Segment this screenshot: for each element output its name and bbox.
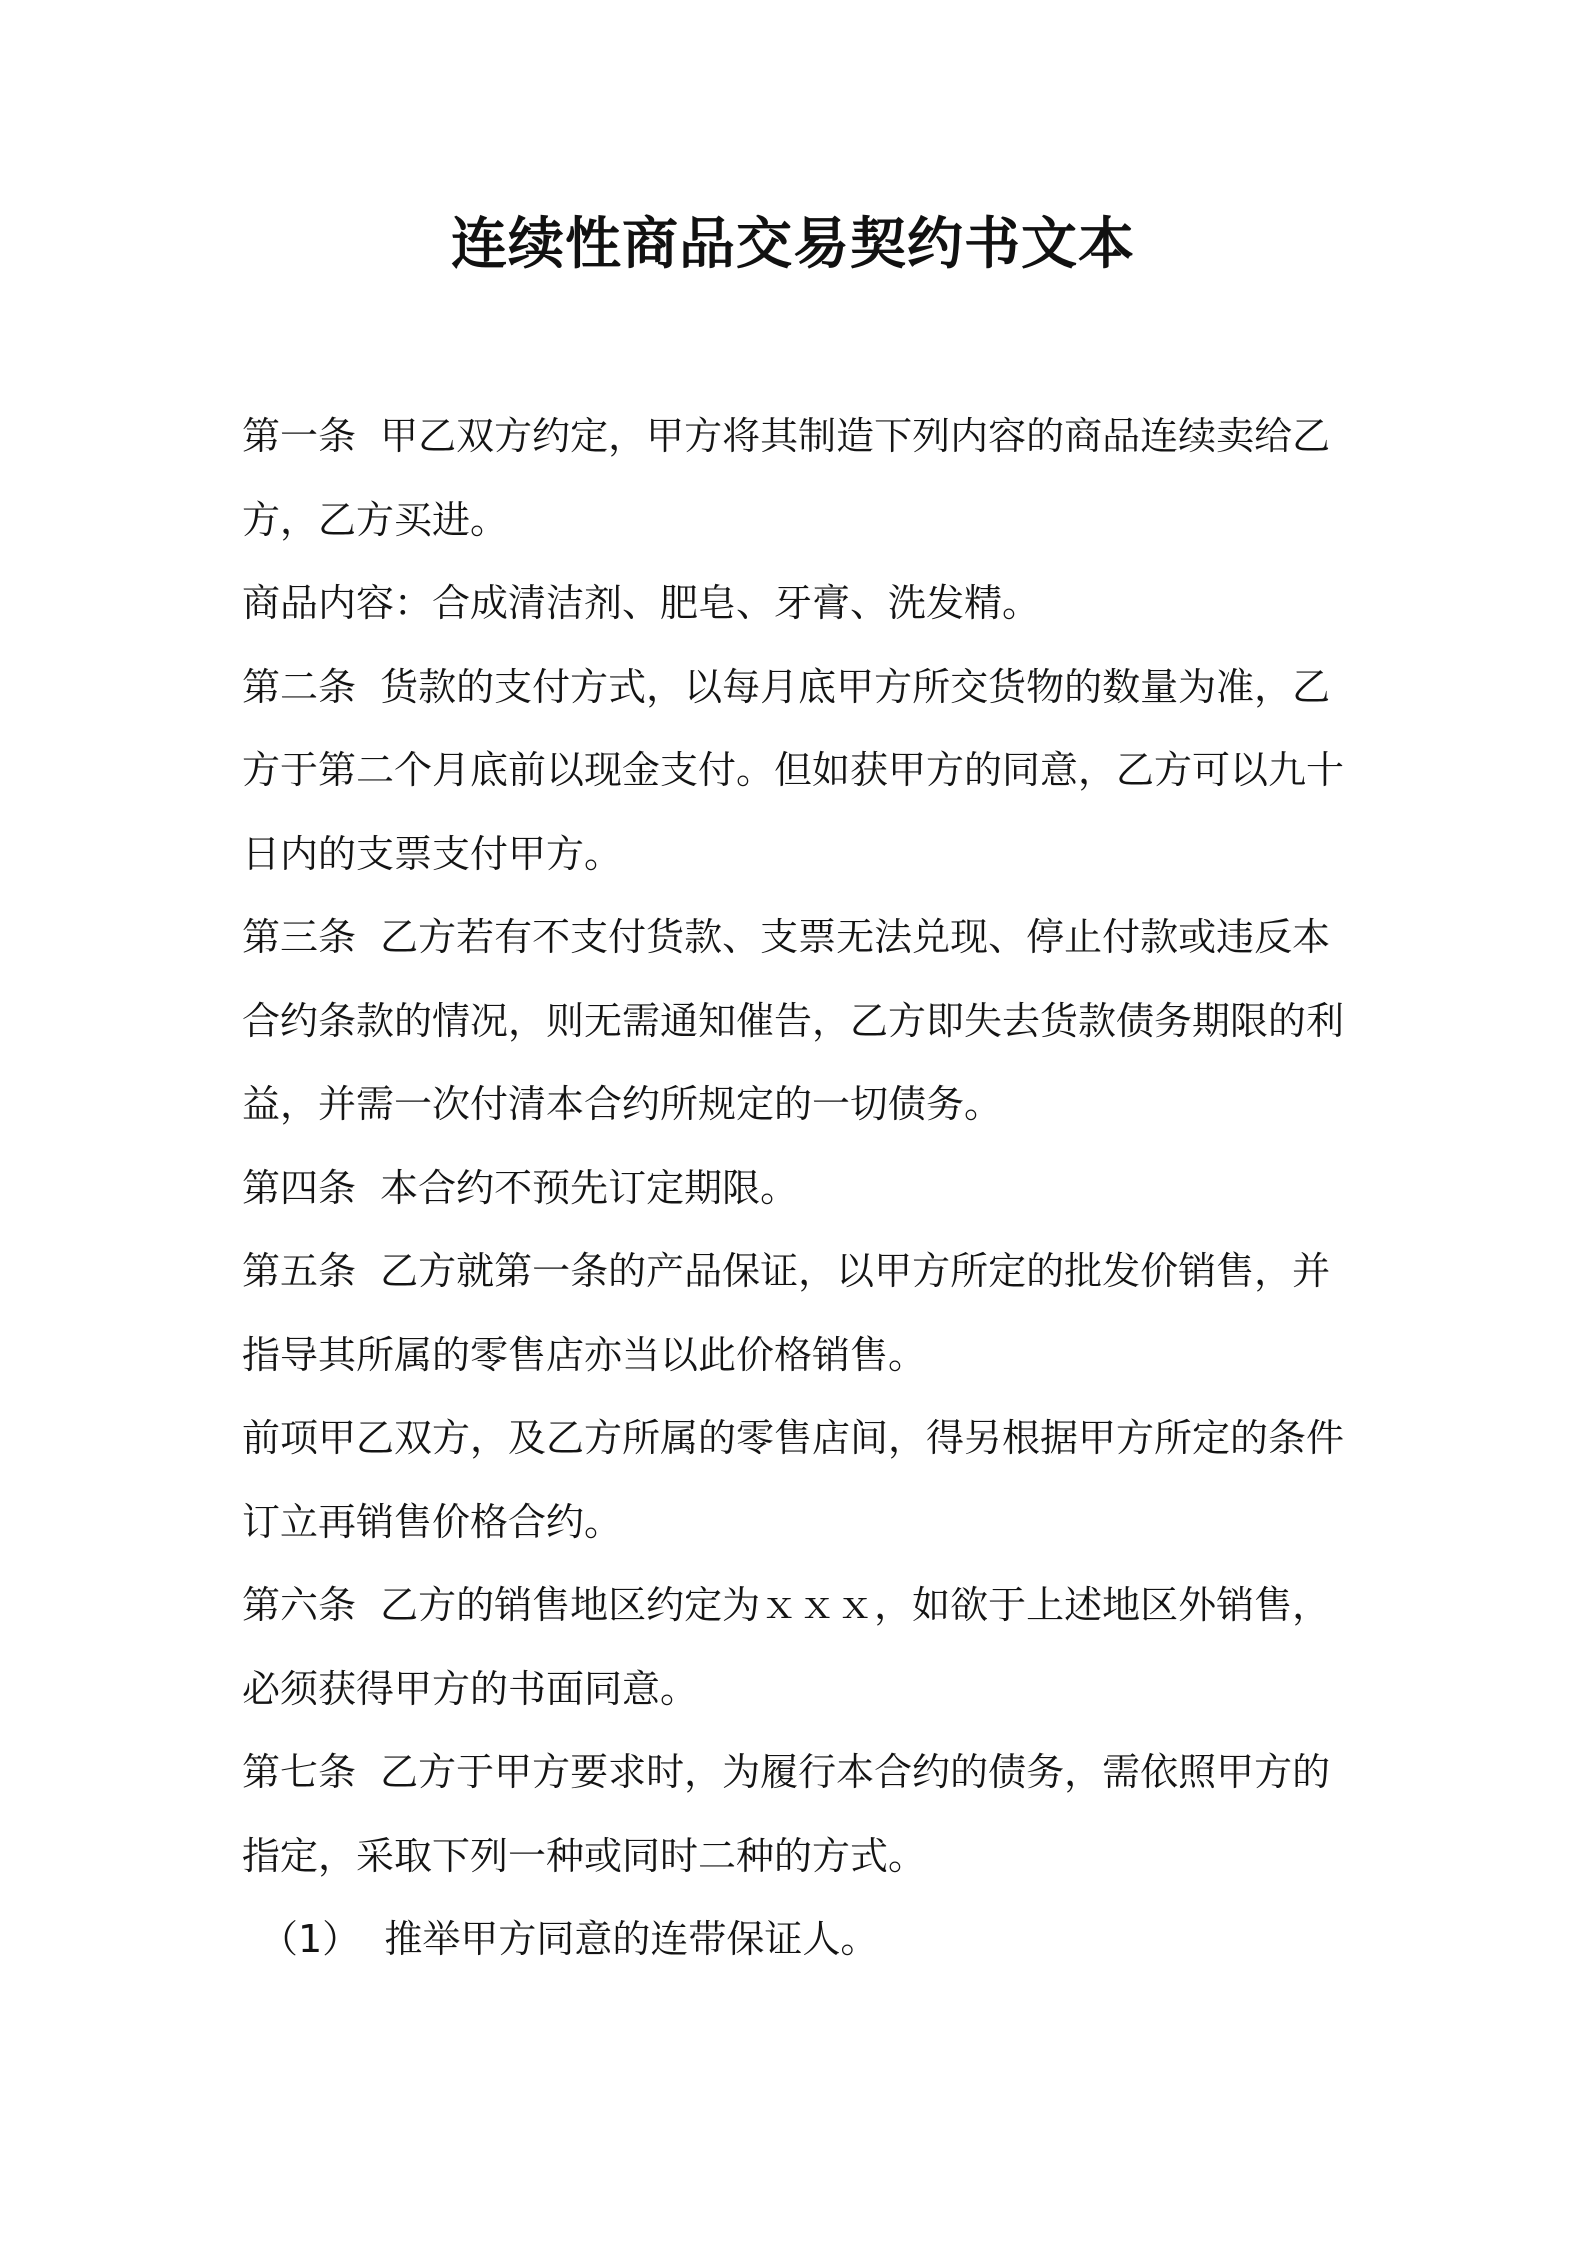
document-title: 连续性商品交易契约书文本 bbox=[451, 212, 1135, 277]
article-7-paragraph: 第七条 乙方于甲方要求时，为履行本合约的债务，需依照甲方的指定，采取下列一种或同时二种的方式。 bbox=[242, 1750, 1331, 1878]
article-6-paragraph: 第六条 乙方的销售地区约定为ｘｘｘ，如欲于上述地区外销售，必须获得甲方的书面同意。 bbox=[242, 1583, 1331, 1711]
article-5-clause-paragraph: 前项甲乙双方，及乙方所属的零售店间，得另根据甲方所定的条件订立再销售价格合约。 bbox=[242, 1416, 1345, 1544]
article-5-paragraph: 第五条 乙方就第一条的产品保证，以甲方所定的批发价销售，并指导其所属的零售店亦当以此价格销售。 bbox=[242, 1249, 1331, 1377]
document-body bbox=[242, 395, 1362, 1982]
article-2-paragraph: 第二条 货款的支付方式，以每月底甲方所交货物的数量为准，乙方于第二个月底前以现金支付。但如获甲方的同意，乙方可以九十日内的支票支付甲方。 bbox=[242, 664, 1345, 876]
article-1-paragraph: 第一条 甲乙双方约定，甲方将其制造下列内容的商品连续卖给乙方，乙方买进。 bbox=[242, 414, 1331, 542]
article-3-paragraph: 第三条 乙方若有不支付货款、支票无法兑现、停止付款或违反本合约条款的情况，则无需通知催告，乙方即失去货款债务期限的利益，并需一次付清本合约所规定的一切债务。 bbox=[242, 915, 1345, 1126]
list-item-1: （1） 推举甲方同意的连带保证人。 bbox=[260, 1917, 879, 1961]
article-4-paragraph: 第四条 本合约不预先订定期限。 bbox=[242, 1165, 799, 1210]
product-content-paragraph: 商品内容：合成清洁剂、肥皂、牙膏、洗发精。 bbox=[242, 581, 1041, 625]
